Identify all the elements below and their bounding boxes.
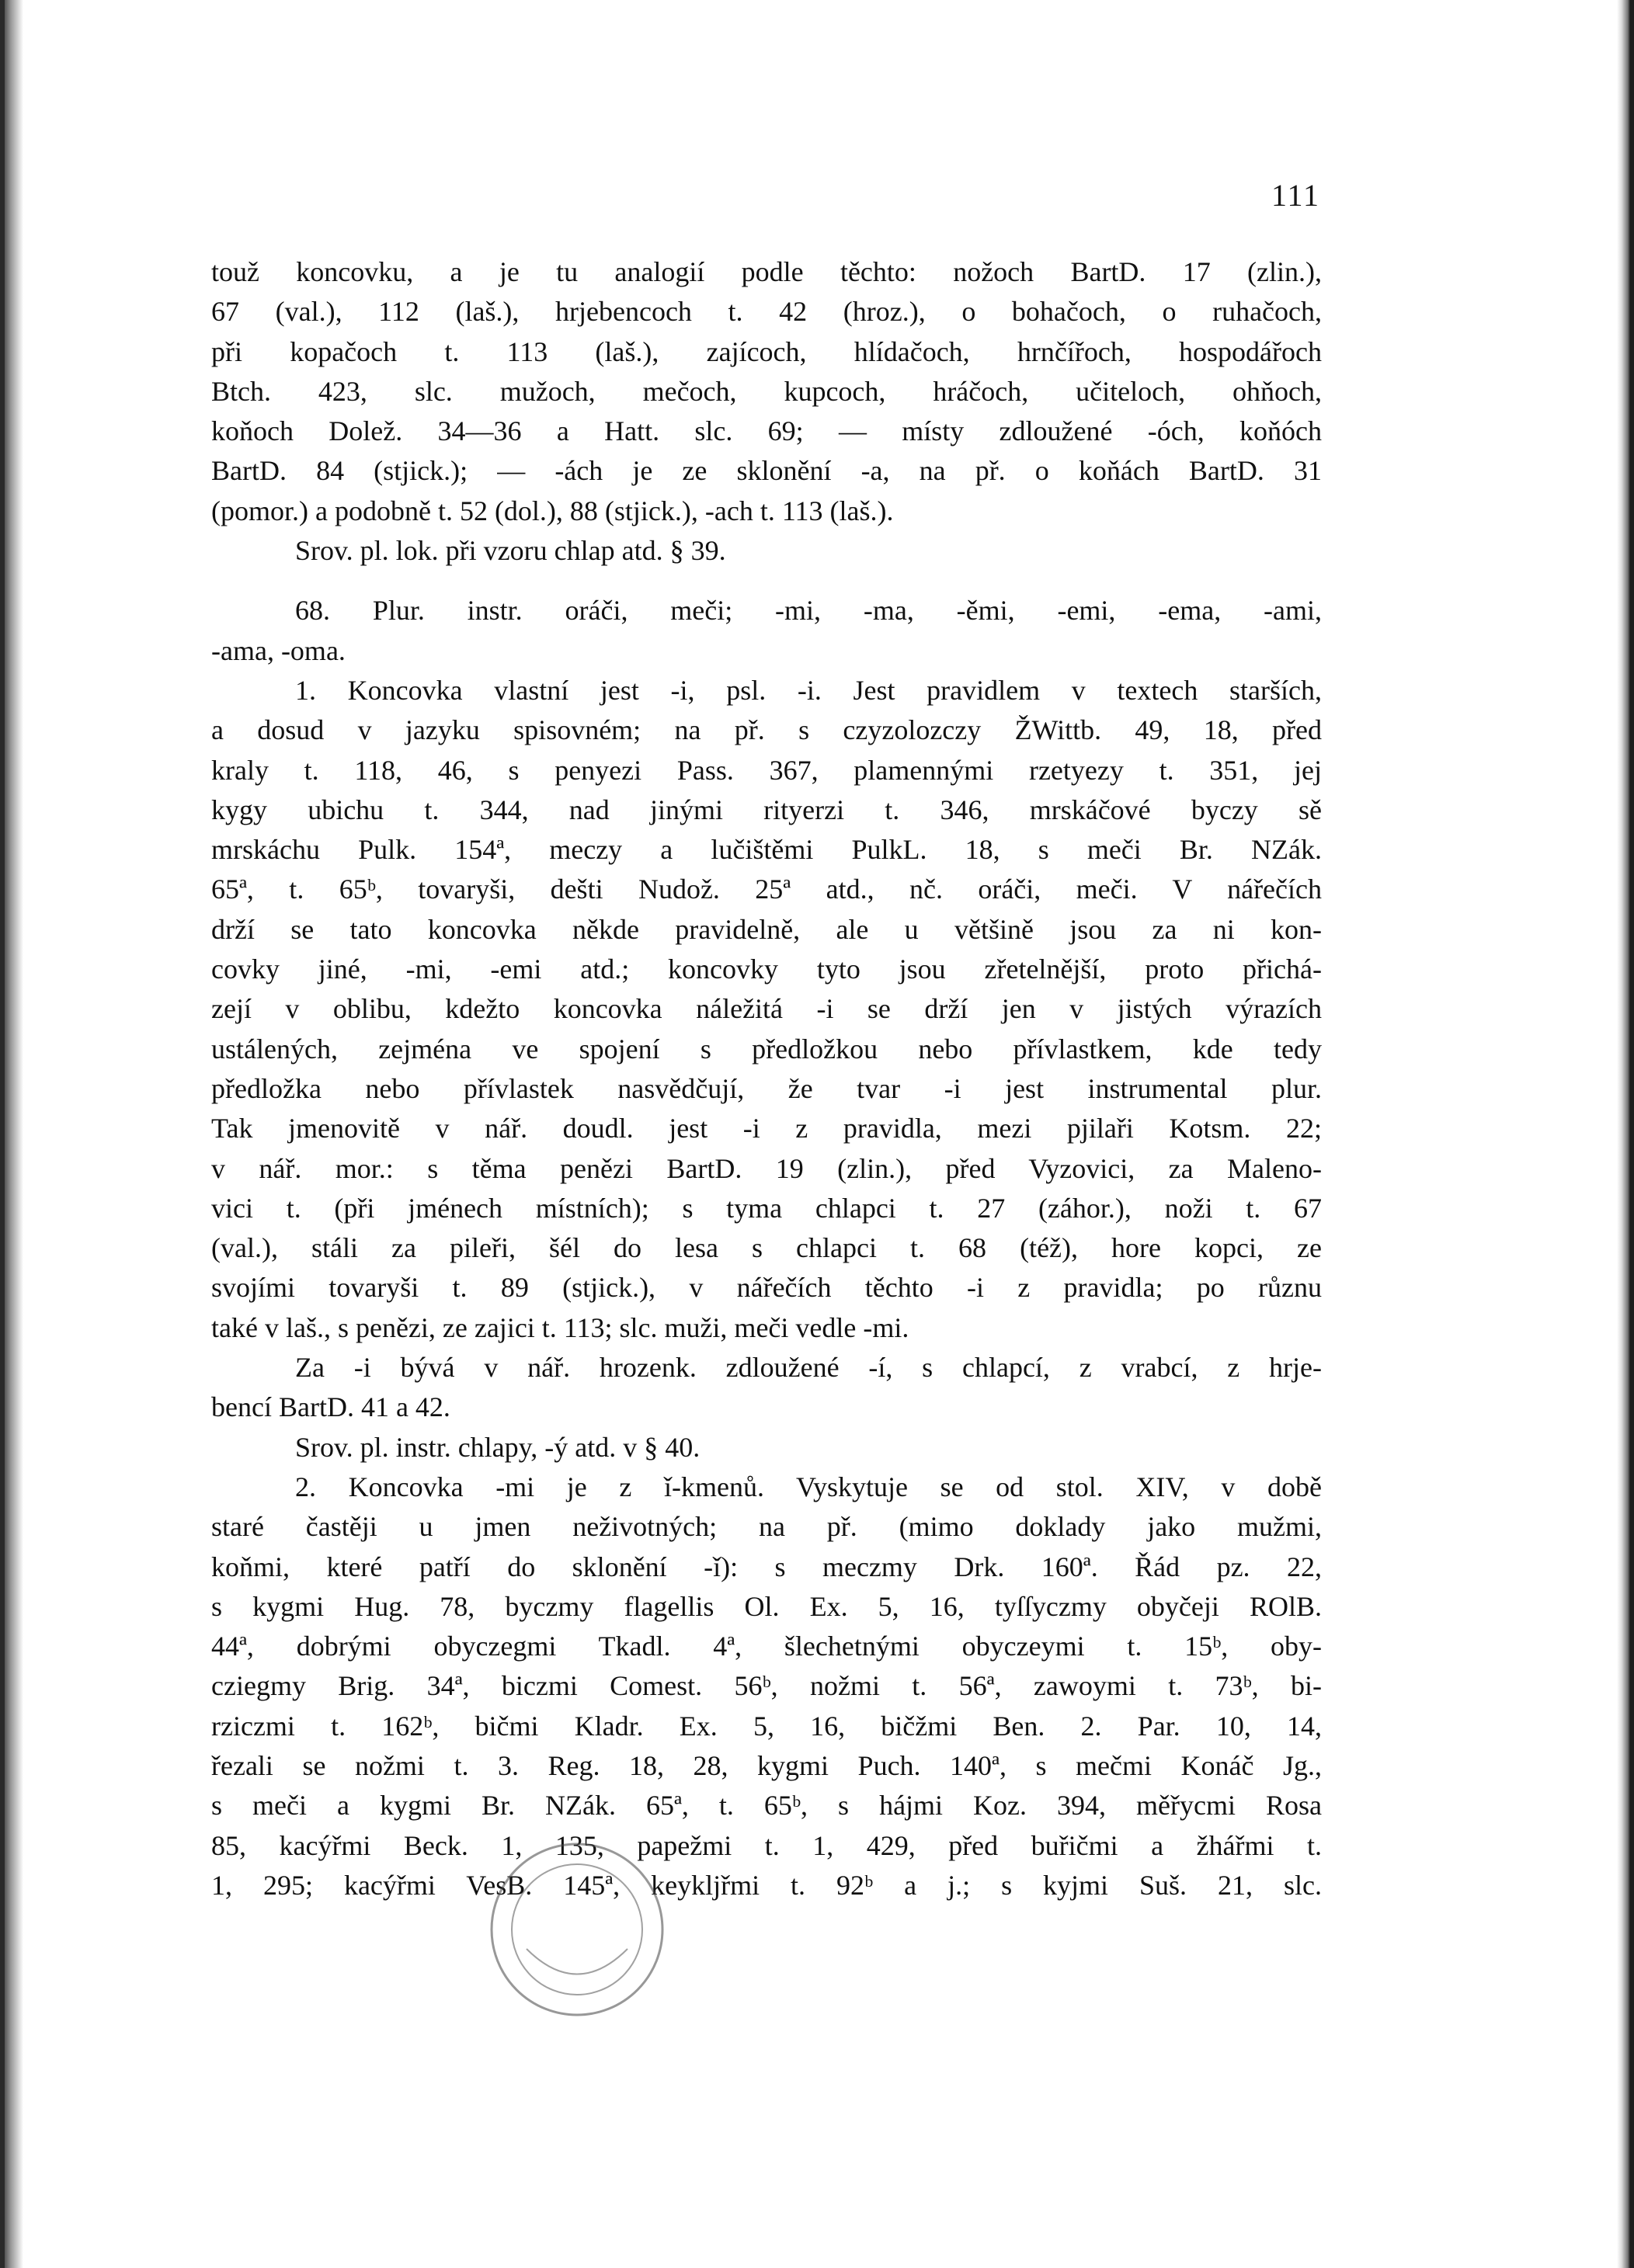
text-line: staré častěji u jmen neživotných; na př. (mimo doklady jako mužmi, — [211, 1511, 1322, 1543]
text-line: svojími tovaryši t. 89 (stjick.), v nářečích těchto -i z pravidla; po různu — [211, 1272, 1322, 1304]
text-line: zejí v oblibu, kdežto koncovka náležitá -i se drží jen v jistých výrazích — [211, 993, 1322, 1025]
text-line: vici t. (při jménech místních); s tyma chlapci t. 27 (záhor.), noži t. 67 — [211, 1192, 1322, 1224]
text-line: koňoch Dolež. 34—36 a Hatt. slc. 69; — místy zdloužené -óch, koňóch — [211, 415, 1322, 447]
text-line: Srov. pl. lok. při vzoru chlap atd. § 39. — [295, 535, 726, 567]
text-line: touž koncovku, a je tu analogií podle těchto: nožoch BartD. 17 (zlin.), — [211, 256, 1322, 287]
text-line: koňmi, které patří do sklonění -ǐ): s meczmy Drk. 160ª. Řád pz. 22, — [211, 1551, 1322, 1582]
text-line: ustálených, zejména ve spojení s předložkou nebo přívlastkem, kde tedy — [211, 1033, 1322, 1065]
text-line: Tak jmenovitě v nář. doudl. jest -i z pravidla, mezi pjilaři Kotsm. 22; — [211, 1113, 1322, 1144]
text-line: Btch. 423, slc. mužoch, mečoch, kupcoch, hráčoch, učiteloch, ohňoch, — [211, 375, 1322, 407]
text-line: při kopačoch t. 113 (laš.), zajícoch, hlídačoch, hrnčířoch, hospodářoch — [211, 335, 1322, 367]
text-line: bencí BartD. 41 a 42. — [211, 1391, 450, 1423]
text-line: 1. Koncovka vlastní jest -i, psl. -i. Jest pravidlem v textech starších, — [295, 674, 1322, 706]
section-heading-68: 68. Plur. instr. oráči, meči; -mi, -ma, -ěmi, -emi, -ema, -ami, — [295, 595, 1322, 627]
text-line: -ama, -oma. — [211, 634, 346, 666]
body-text — [211, 252, 1322, 1905]
text-line: 44ª, dobrými obyczegmi Tkadl. 4ª, šlechetnými obyczeymi t. 15ᵇ, oby- — [211, 1631, 1322, 1662]
text-line: cziegmy Brig. 34ª, biczmi Comest. 56ᵇ, nožmi t. 56ª, zawoymi t. 73ᵇ, bi- — [211, 1670, 1322, 1702]
text-line: (val.), stáli za pileři, šél do lesa s chlapci t. 68 (též), hore kopci, ze — [211, 1232, 1322, 1264]
text-line: Srov. pl. instr. chlapy, -ý atd. v § 40. — [295, 1431, 701, 1463]
text-line: v nář. mor.: s těma penězi BartD. 19 (zlin.), před Vyzovici, za Maleno- — [211, 1152, 1322, 1184]
text-line: Za -i bývá v nář. hrozenk. zdloužené -í, s chlapcí, z vrabcí, z hrje- — [295, 1352, 1322, 1384]
text-line: řezali se nožmi t. 3. Reg. 18, 28, kygmi Puch. 140ª, s mečmi Konáč Jg., — [211, 1749, 1322, 1781]
text-line: (pomor.) a podobně t. 52 (dol.), 88 (stjick.), -ach t. 113 (laš.). — [211, 495, 894, 526]
text-line: 67 (val.), 112 (laš.), hrjebencoch t. 42 (hroz.), o bohačoch, o ruhačoch, — [211, 296, 1322, 328]
text-line: s meči a kygmi Br. NZák. 65ª, t. 65ᵇ, s hájmi Koz. 394, měřycmi Rosa — [211, 1790, 1322, 1822]
library-stamp-icon — [480, 1832, 674, 2027]
page-number: 111 — [1271, 178, 1320, 213]
text-line: drží se tato koncovka někde pravidelně, ale u většině jsou za ni kon- — [211, 913, 1322, 945]
scan-left-edge — [0, 0, 23, 2268]
text-line: předložka nebo přívlastek nasvědčují, že tvar -i jest instrumental plur. — [211, 1072, 1322, 1104]
text-line: také v laš., s penězi, ze zajici t. 113; slc. muži, meči vedle -mi. — [211, 1311, 909, 1343]
text-line: covky jiné, -mi, -emi atd.; koncovky tyto jsou zřetelnější, proto přichá- — [211, 953, 1322, 985]
text-line: 2. Koncovka -mi je z ǐ-kmenů. Vyskytuje se od stol. XIV, v době — [295, 1471, 1322, 1502]
text-line: 65ª, t. 65ᵇ, tovaryši, dešti Nudož. 25ª atd., nč. oráči, meči. V nářečích — [211, 874, 1322, 905]
text-line: kygy ubichu t. 344, nad jinými rityerzi t. 346, mrskáčové byczy sě — [211, 794, 1322, 825]
text-line: s kygmi Hug. 78, byczmy flagellis Ol. Ex. 5, 16, tyſſyczmy obyčeji ROlB. — [211, 1590, 1322, 1622]
scan-right-edge — [1617, 0, 1634, 2268]
text-line: rziczmi t. 162ᵇ, bičmi Kladr. Ex. 5, 16, bičžmi Ben. 2. Par. 10, 14, — [211, 1710, 1322, 1742]
text-line: 85, kacýřmi Beck. 1, 135, papežmi t. 1, 429, před buřičmi a žhářmi t. — [211, 1829, 1322, 1861]
text-line: 1, 295; kacýřmi VesB. 145ª, keykljřmi t. 92ᵇ a j.; s kyjmi Suš. 21, slc. — [211, 1869, 1322, 1901]
text-line: kraly t. 118, 46, s penyezi Pass. 367, plamennými rzetyezy t. 351, jej — [211, 754, 1322, 786]
text-line: mrskáchu Pulk. 154ª, meczy a lučištěmi PulkL. 18, s meči Br. NZák. — [211, 834, 1322, 866]
text-line: BartD. 84 (stjick.); — -ách je ze sklonění -a, na př. o koňách BartD. 31 — [211, 455, 1322, 487]
text-line: a dosud v jazyku spisovném; na př. s czyzolozczy ŽWittb. 49, 18, před — [211, 714, 1322, 746]
